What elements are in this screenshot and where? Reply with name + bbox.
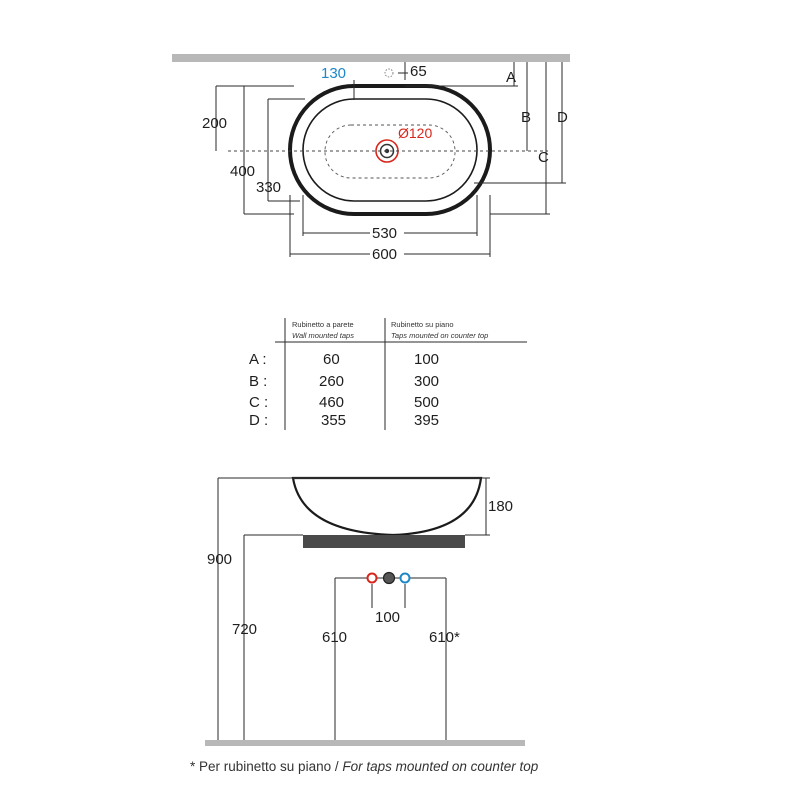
header-counter-it: Rubinetto su piano: [391, 320, 454, 329]
row-c-counter: 500: [414, 394, 440, 411]
dim-900-label: 900: [207, 551, 233, 568]
dim-100-label: 100: [375, 609, 401, 626]
side-view: [205, 478, 525, 746]
countertop-slab: [303, 535, 465, 548]
header-counter-en: Taps mounted on counter top: [391, 331, 489, 340]
header-wall-en: Wall mounted taps: [292, 331, 354, 340]
footnote-en: For taps mounted on counter top: [342, 759, 539, 774]
dim-610-right-label: 610*: [429, 629, 460, 646]
footnote-it: * Per rubinetto su piano /: [190, 759, 343, 774]
plan-view: [172, 54, 570, 263]
dim-530-label: 530: [372, 225, 398, 242]
footnote: [190, 759, 539, 774]
basin-outer-outline: [290, 86, 490, 214]
dim-200-label: 200: [202, 115, 228, 132]
row-d-counter: 395: [414, 412, 440, 429]
dim-a-label: A: [506, 69, 517, 86]
bowl-profile: [293, 478, 481, 535]
row-d-label: D :: [249, 412, 269, 429]
cold-water-connection: [401, 574, 410, 583]
dim-720-label: 720: [232, 621, 258, 638]
dim-c-label: C: [538, 149, 549, 166]
outlet-label: 130: [321, 65, 347, 82]
dimension-table: [249, 318, 527, 430]
row-a-counter: 100: [414, 351, 440, 368]
dim-600-label: 600: [372, 246, 398, 263]
dim-610-left-label: 610: [322, 629, 348, 646]
waste-connection: [384, 573, 395, 584]
row-d-wall: 355: [321, 412, 347, 429]
header-wall-it: Rubinetto a parete: [292, 320, 354, 329]
dim-b-label: B: [521, 109, 532, 126]
dim-330-label: 330: [256, 179, 282, 196]
dim-d-label: D: [557, 109, 568, 126]
row-b-counter: 300: [414, 373, 440, 390]
drain-diameter-label: Ø120: [398, 125, 433, 141]
dim-180-label: 180: [488, 498, 514, 515]
row-c-wall: 460: [319, 394, 345, 411]
row-a-label: A :: [249, 351, 267, 368]
hot-water-connection: [368, 574, 377, 583]
wall-bar: [172, 54, 570, 62]
floor-bar: [205, 740, 525, 746]
row-b-wall: 260: [319, 373, 345, 390]
row-b-label: B :: [249, 373, 268, 390]
row-a-wall: 60: [323, 351, 340, 368]
row-c-label: C :: [249, 394, 269, 411]
tap-position-marker: [385, 69, 393, 77]
tap-offset-label: 65: [410, 63, 427, 80]
basin-inner-outline: [303, 99, 477, 201]
dim-400-label: 400: [230, 163, 256, 180]
